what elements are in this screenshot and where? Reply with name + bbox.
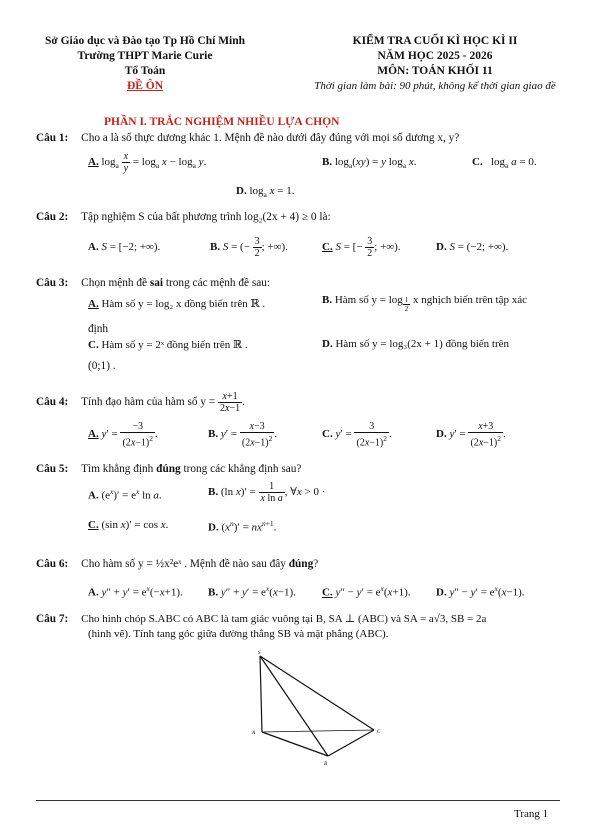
question-text: Tính đạo hàm của hàm số y = bbox=[81, 396, 216, 409]
question-text: Cho a là số thực dương khác 1. Mệnh đề nào dưới đây đúng với mọi số dương x, y? bbox=[81, 132, 460, 144]
q6-option-a[interactable]: A. $y'' + y' = e^x(-x+1)$. bbox=[88, 584, 183, 599]
vertex-label-b: B bbox=[324, 762, 328, 767]
question-text-end: trong các khẳng định sau? bbox=[180, 463, 302, 475]
q2-option-a[interactable]: A. S = [−2; +∞). bbox=[88, 241, 161, 253]
section-title: PHẦN I. TRẮC NGHIỆM NHIỀU LỰA CHỌN bbox=[104, 116, 340, 128]
question-emphasis: đúng bbox=[156, 463, 181, 475]
q2-option-c[interactable]: C. S = [− $\frac{3}{2}$ ; +∞). bbox=[322, 236, 401, 259]
q4-option-c[interactable]: C. y′ = $\frac{3}{(2x-1)^2}$ . bbox=[322, 421, 392, 449]
header-left bbox=[30, 34, 260, 94]
q6-option-d[interactable]: D. $y'' - y' = e^x(x-1)$. bbox=[436, 584, 525, 599]
question-label: Câu 3: bbox=[36, 277, 69, 289]
q5-option-b[interactable]: B. (ln x)′ = $\frac{1}{\text{x ln a}}$ , ∀x > 0 · bbox=[208, 481, 326, 504]
question-text: Cho hình chóp S.ABC có ABC là tam giác vuông tại B, SA ⊥ (ABC) và SA = a√3, SB = 2a bbox=[81, 613, 487, 625]
header-right bbox=[300, 34, 570, 94]
footer-rule bbox=[36, 800, 560, 801]
q1-option-a[interactable]: A. $\log_a$ $\frac{x}{y}$ = $\log_a x - \log_a y$. bbox=[88, 151, 207, 174]
option-text: Hàm số y = log₃(2x + 1) đồng biến trên bbox=[335, 338, 510, 350]
option-text: Hàm số y = log bbox=[334, 294, 403, 306]
question-2 bbox=[36, 210, 566, 225]
q4-option-d[interactable]: D. y′ = $\frac{x+3}{(2x-1)^2}$ . bbox=[436, 421, 506, 449]
question-text: Tìm khẳng định bbox=[81, 463, 157, 475]
question-5 bbox=[36, 462, 566, 477]
option-text: Hàm số y = log₂ x đồng biến trên ℝ . bbox=[101, 298, 266, 310]
question-label: Câu 2: bbox=[36, 211, 69, 223]
question-text: Cho hàm số y = ½x²eˣ . Mệnh đề nào sau đây bbox=[81, 558, 289, 570]
question-text-cont: (hình vẽ). Tính tang góc giữa đường thẳng SB và mặt phẳng (ABC). bbox=[88, 628, 389, 640]
q3-option-d[interactable]: D. Hàm số y = log₃(2x + 1) đồng biến trên bbox=[322, 338, 510, 350]
question-3 bbox=[36, 276, 566, 291]
question-1 bbox=[36, 131, 566, 146]
q1-option-d[interactable]: D. $\log_a x = 1$. bbox=[236, 185, 295, 200]
q3-option-a[interactable]: A. Hàm số y = log₂ x đồng biến trên ℝ . bbox=[88, 298, 266, 310]
q6-option-c[interactable]: C. $y'' - y' = e^x(x+1)$. bbox=[322, 584, 411, 599]
pyramid-figure bbox=[240, 648, 390, 770]
exam-title: KIỂM TRA CUỐI KÌ HỌC KÌ II bbox=[352, 35, 518, 47]
question-emphasis: sai bbox=[149, 277, 164, 289]
q4-option-b[interactable]: B. y′ = $\frac{x-3}{(2x-1)^2}$ . bbox=[208, 421, 278, 449]
question-6 bbox=[36, 557, 566, 572]
q3-option-b-cont: định bbox=[88, 323, 109, 335]
question-label: Câu 7: bbox=[36, 613, 69, 625]
q3-option-d-cont: (0;1) . bbox=[88, 360, 116, 372]
q3-option-b[interactable]: B. Hàm số y = log $_{\frac{1}{2}}$ x nghịch biến trên tập xác bbox=[322, 294, 527, 313]
question-emphasis: đúng bbox=[288, 558, 314, 570]
q4-option-a[interactable]: A. y′ = $\frac{-3}{(2x-1)^2}$ . bbox=[88, 421, 158, 449]
question-label: Câu 1: bbox=[36, 132, 69, 144]
question-text: Chọn mệnh đề bbox=[81, 277, 150, 289]
question-label: Câu 4: bbox=[36, 396, 69, 409]
question-4: Câu 4: Tính đạo hàm của hàm số y = $\frac{x+1}{2x-1}$ . bbox=[36, 391, 245, 414]
vertex-label-c: C bbox=[377, 730, 381, 735]
option-text-end: x nghịch biến trên tập xác bbox=[410, 294, 527, 306]
vertex-label-s: S bbox=[258, 651, 261, 656]
question-text: Tập nghiệm S của bất phương trình log₂(2x + 4) ≥ 0 là: bbox=[81, 211, 331, 223]
q6-option-b[interactable]: B. $y'' + y' = e^x(x-1)$. bbox=[208, 584, 296, 599]
q5-option-c[interactable]: C. (sin x)′ = cos x. bbox=[88, 519, 169, 531]
exam-label: ĐỀ ÔN bbox=[126, 80, 164, 92]
option-text: Hàm số y = 2ˣ đồng biến trên ℝ . bbox=[101, 339, 248, 351]
q2-option-d[interactable]: D. S = (−2; +∞). bbox=[436, 241, 509, 253]
question-7 bbox=[36, 612, 566, 642]
question-text-end: trong các mệnh đề sau: bbox=[163, 277, 271, 289]
question-text-end: ? bbox=[313, 558, 319, 570]
q2-option-b[interactable]: B. S = (− $\frac{3}{2}$ ; +∞). bbox=[210, 236, 288, 259]
question-label: Câu 6: bbox=[36, 558, 69, 570]
vertex-label-a: A bbox=[252, 731, 256, 736]
q5-option-d[interactable]: D. $(x^n)' = nx^{n+1}$. bbox=[208, 519, 277, 534]
group-name: Tổ Toán bbox=[124, 65, 166, 77]
page-number: Trang 1 bbox=[514, 808, 549, 820]
q1-option-b[interactable]: B. $\log_a(xy) = y$ $\log_a x$. bbox=[322, 156, 417, 171]
q5-option-a[interactable]: A. $(e^x)' = e^x$ ln a. bbox=[88, 487, 162, 502]
time-note: Thời gian làm bài: 90 phút, không kể thời gian giao đề bbox=[314, 80, 556, 92]
question-label: Câu 5: bbox=[36, 463, 69, 475]
subject: MÔN: TOÁN KHỐI 11 bbox=[377, 65, 493, 77]
department-name: Sở Giáo dục và Đào tạo Tp Hồ Chí Minh bbox=[44, 35, 246, 47]
school-name: Trường THPT Marie Curie bbox=[77, 50, 213, 62]
school-year: NĂM HỌC 2025 - 2026 bbox=[377, 50, 493, 62]
q3-option-c[interactable]: C. Hàm số y = 2ˣ đồng biến trên ℝ . bbox=[88, 339, 248, 351]
q1-option-c[interactable]: C. $\log_a a = 0$. bbox=[472, 156, 537, 171]
